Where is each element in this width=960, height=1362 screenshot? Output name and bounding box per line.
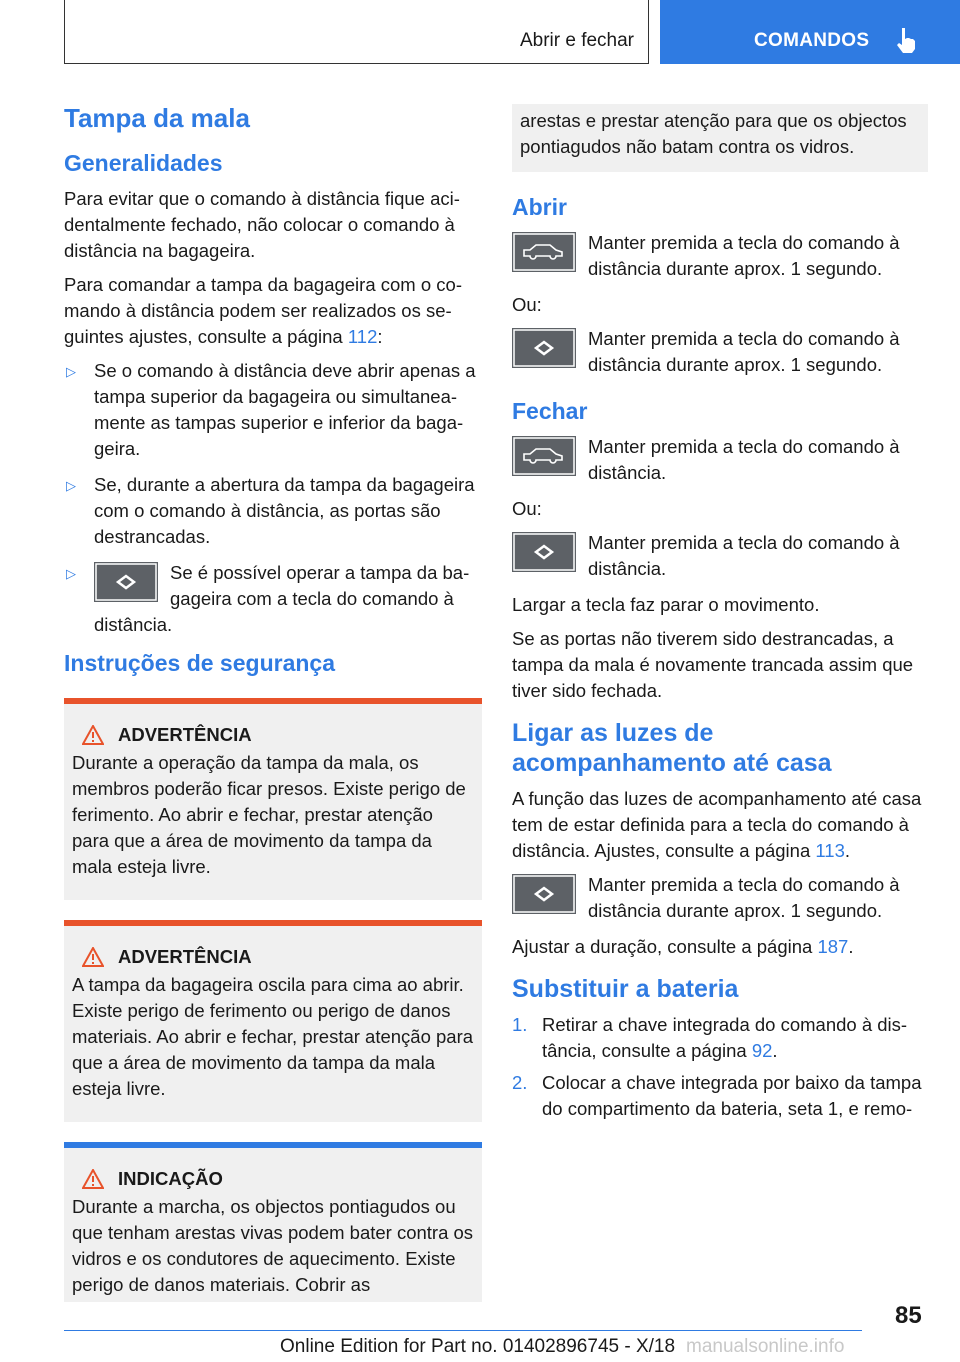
lights-paragraph: A função das luzes de acompanhamento até casa tem de estar definida para a tecla do comando à distância. Ajustes, consulte a página 113. bbox=[512, 788, 922, 861]
page-link-112[interactable]: 112 bbox=[347, 326, 378, 347]
page-link-187[interactable]: 187 bbox=[817, 936, 849, 957]
warning-triangle-icon bbox=[82, 725, 104, 745]
warning-text-2: A tampa da bagageira oscila para cima ao abrir. Existe perigo de ferimento ou perigo de danos materiais. Ao abrir e fechar, prestar atenção para que a área de movimento da tampa da mala esteja livre. bbox=[72, 974, 474, 1099]
warning-box-1: ADVERTÊNCIA Durante a operação da tampa da mala, os membros poderão ficar presos. Existe perigo de ferimento. Ao abrir e fechar, prestar atenção para que a área de movimento da tampa da mala esteja livre. bbox=[64, 698, 482, 900]
triangle-bullet-icon: ▷ bbox=[66, 566, 76, 581]
open-heading: Abrir bbox=[512, 194, 567, 220]
warning-text-1: Durante a operação da tampa da mala, os membros poderão ficar presos. Existe perigo de ferimento. Ao abrir e fechar, prestar atenção para que a área de movimento da tampa da mala esteja livre. bbox=[72, 752, 466, 877]
locked-paragraph: Se as portas não tiverem sido destrancadas, a tampa da mala é novamente trancada assim que tiver sido fechada. bbox=[512, 628, 914, 701]
footer-watermark: manualsonline.info bbox=[686, 1336, 845, 1357]
general-paragraph-1: Para evitar que o comando à distância fique acidentalmente fechado, não colocar o comando à distância na bagageira. bbox=[64, 188, 460, 261]
note-box: INDICAÇÃO Durante a marcha, os objectos pontiagudos ou que tenham arestas vivas podem bater contra os vidros e os condutores de aquecimento. Existe perigo de danos materiais. Cobrir as bbox=[64, 1142, 482, 1302]
or-label-1: Ou: bbox=[512, 294, 542, 315]
header-chapter-title: COMANDOS bbox=[754, 30, 870, 51]
warning-box-2: ADVERTÊNCIA A tampa da bagageira oscila para cima ao abrir. Existe perigo de ferimento ou perigo de danos materiais. Ao abrir e fechar, prestar atenção para que a área de movimento da tampa da mala esteja livre. bbox=[64, 920, 482, 1122]
warning-triangle-icon bbox=[82, 1169, 104, 1189]
list-item: ▷ Se, durante a abertura da tampa da bagageira com o comando à distância, as portas são destrancadas. bbox=[66, 474, 475, 547]
lights-key-row: Manter premida a tecla do comando à distância durante aprox. 1 segundo. bbox=[512, 872, 928, 924]
footer-edition: Online Edition for Part no. 01402896745 - X/18 bbox=[280, 1336, 676, 1357]
page-title: Tampa da mala bbox=[64, 103, 250, 133]
tailgate-key-icon bbox=[94, 562, 158, 602]
open-key-row-2: Manter premida a tecla do comando à distância durante aprox. 1 segundo. bbox=[512, 326, 928, 378]
warning-triangle-icon bbox=[82, 947, 104, 967]
close-key-row-1: Manter premida a tecla do comando à distância. bbox=[512, 434, 928, 486]
left-column bbox=[64, 100, 482, 1314]
note-text: Durante a marcha, os objectos pontiagudos ou que tenham arestas vivas podem bater contra os vidros e os condutores de aquecimento. Existe perigo de danos materiais. Cobrir as bbox=[72, 1196, 474, 1295]
battery-steps bbox=[512, 1012, 928, 1122]
footer-rule bbox=[64, 1330, 862, 1331]
list-item: 2. Colocar a chave integrada por baixo da tampa do compartimento da bateria, seta 1, e remo- bbox=[512, 1072, 922, 1119]
tailgate-key-icon bbox=[512, 874, 576, 914]
general-heading: Generalidades bbox=[64, 150, 223, 176]
triangle-bullet-icon: ▷ bbox=[66, 478, 76, 493]
battery-heading: Substituir a bateria bbox=[512, 975, 739, 1003]
page-link-113[interactable]: 113 bbox=[815, 840, 845, 861]
triangle-bullet-icon: ▷ bbox=[66, 364, 76, 379]
release-paragraph: Largar a tecla faz parar o movimento. bbox=[512, 594, 820, 615]
header-section-box bbox=[64, 0, 649, 64]
list-item: 1. Retirar a chave integrada do comando à distância, consulte a página 92. bbox=[512, 1014, 908, 1061]
close-key-row-2: Manter premida a tecla do comando à distância. bbox=[512, 530, 928, 582]
tailgate-key-icon bbox=[512, 328, 576, 368]
safety-heading: Instruções de segurança bbox=[64, 650, 335, 676]
car-trunk-key-icon bbox=[512, 232, 576, 272]
page-number: 85 bbox=[895, 1302, 922, 1329]
car-trunk-key-icon bbox=[512, 436, 576, 476]
pointing-hand-icon bbox=[895, 26, 917, 54]
open-key-row-1: Manter premida a tecla do comando à distância durante aprox. 1 segundo. bbox=[512, 230, 928, 282]
tailgate-key-icon bbox=[512, 532, 576, 572]
header-section-title: Abrir e fechar bbox=[519, 30, 634, 51]
general-paragraph-2: Para comandar a tampa da bagageira com o comando à distância podem ser realizados os seguintes ajustes, consulte a página 112: bbox=[64, 274, 462, 347]
or-label-2: Ou: bbox=[512, 498, 542, 519]
lights-heading: Ligar as luzes de acompanhamento até casa bbox=[512, 719, 832, 777]
page-link-92[interactable]: 92 bbox=[751, 1040, 773, 1061]
duration-paragraph: Ajustar a duração, consulte a página 187. bbox=[512, 936, 854, 957]
list-item: ▷ Se é possível operar a tampa da bagageira com a tecla do comando à distância. bbox=[66, 562, 470, 635]
right-column bbox=[512, 104, 928, 1128]
header-chapter-tab bbox=[660, 0, 960, 64]
note-continued: arestas e prestar atenção para que os objectos pontiagudos não batam contra os vidros. bbox=[512, 104, 928, 172]
settings-list bbox=[64, 358, 482, 638]
close-heading: Fechar bbox=[512, 398, 588, 424]
list-item: ▷ Se o comando à distância deve abrir apenas a tampa superior da bagageira ou simultaneamente as tampas superior e inferior da bagageira. bbox=[66, 360, 476, 459]
